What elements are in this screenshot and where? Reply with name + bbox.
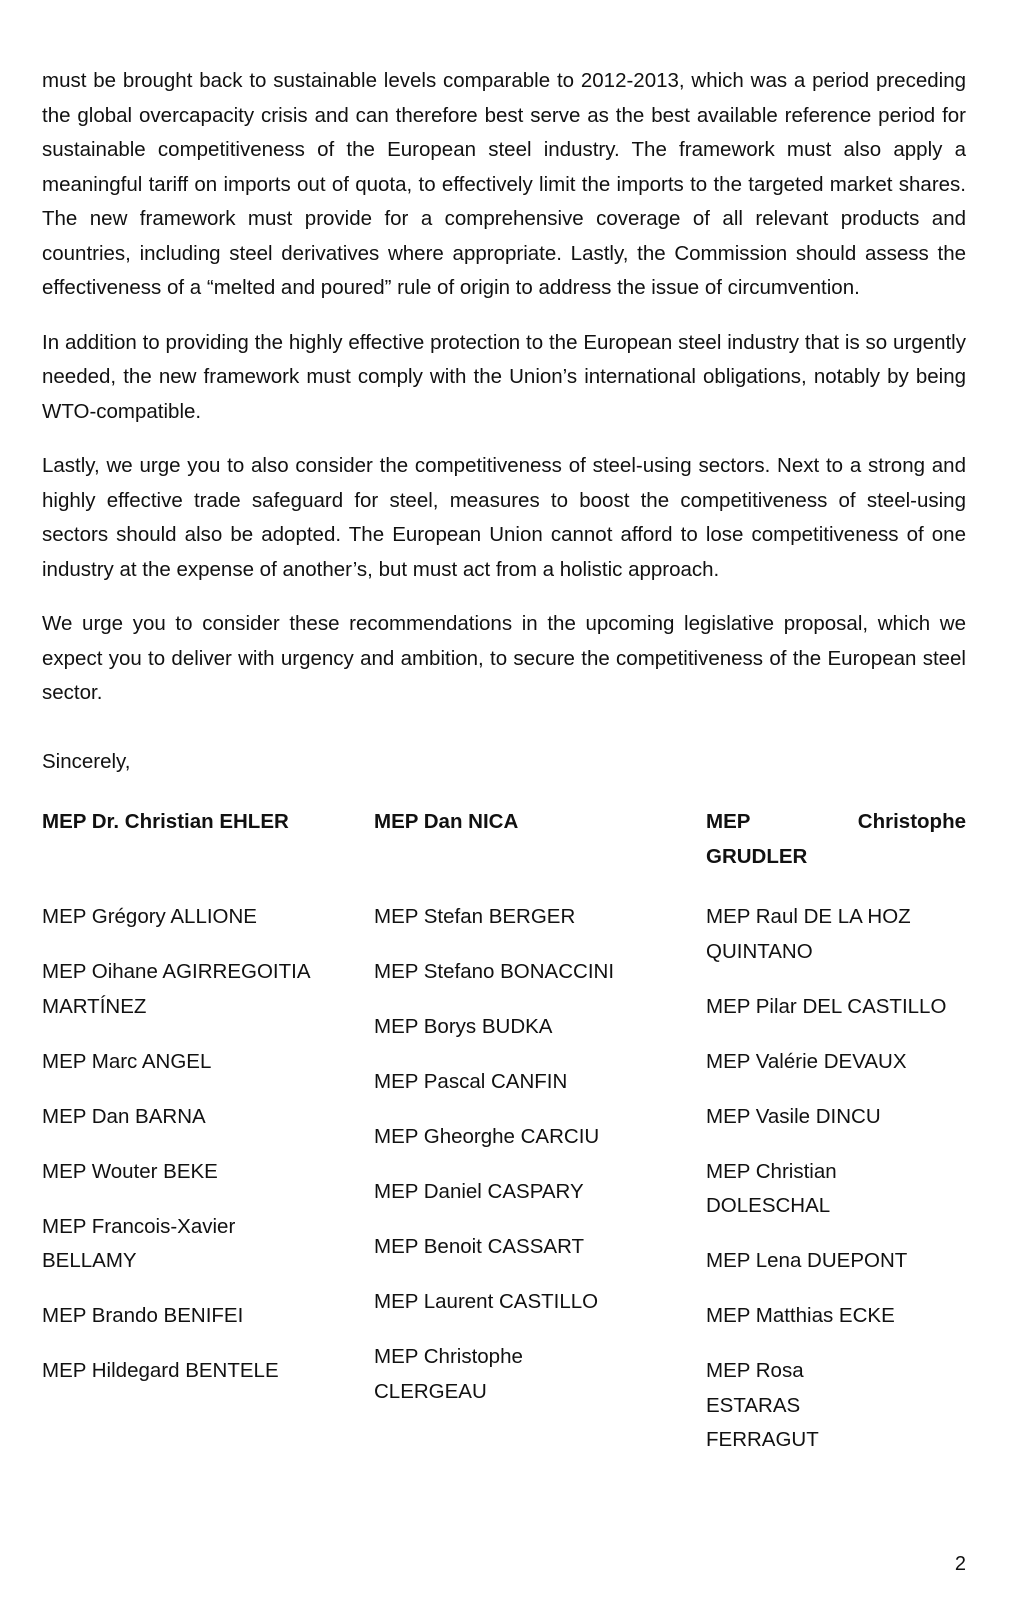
signatory: MEP Daniel CASPARY — [374, 1180, 584, 1203]
signatory: MEP Stefano BONACCINI — [374, 960, 615, 983]
signatory: MEP Francois-Xavier BELLAMY — [42, 1214, 236, 1272]
page-number: 2 — [954, 1553, 966, 1575]
signatory: MEP Gheorghe CARCIU — [374, 1125, 600, 1148]
signatory: MEP Borys BUDKA — [374, 1015, 553, 1038]
signatory: MEP Valérie DEVAUX — [706, 1049, 907, 1073]
lead-signatory-3-surname: GRUDLER — [706, 844, 808, 868]
lead-signatory-1: MEP Dr. Christian EHLER — [42, 810, 289, 833]
signatory: MEP Christophe CLERGEAU — [374, 1345, 523, 1403]
paragraph-4: We urge you to consider these recommendations in the upcoming legislative proposal, which we expect you to deliver with urgency and ambition, to secure the competitiveness of the European steel sector. — [42, 612, 966, 704]
signatory: MEP Stefan BERGER — [374, 905, 576, 928]
signatory: MEP Pascal CANFIN — [374, 1070, 568, 1093]
letter-page — [42, 64, 966, 1478]
signatory: MEP Vasile DINCU — [706, 1104, 881, 1128]
signatory: MEP Matthias ECKE — [706, 1304, 895, 1327]
signatory-column-3 — [706, 900, 966, 1478]
signatory: MEP Hildegard BENTELE — [42, 1359, 279, 1382]
signatory: MEP Brando BENIFEI — [42, 1304, 244, 1327]
signatory: MEP Oihane AGIRREGOITIA MARTÍNEZ — [42, 960, 310, 1018]
lead-signatory-2: MEP Dan NICA — [374, 810, 519, 833]
lead-signatory-3 — [706, 805, 966, 874]
closing-salutation: Sincerely, — [42, 749, 131, 773]
signatory: MEP Dan BARNA — [42, 1104, 206, 1128]
signatory-column-1 — [42, 900, 374, 1478]
signatory-column-2 — [374, 900, 706, 1478]
signatory: MEP Laurent CASTILLO — [374, 1290, 599, 1313]
signatory: MEP Raul DE LA HOZ QUINTANO — [706, 905, 911, 963]
signatory: MEP Pilar DEL CASTILLO — [706, 994, 947, 1018]
signatory: MEP Grégory ALLIONE — [42, 905, 257, 928]
paragraph-1: must be brought back to sustainable levels comparable to 2012-2013, which was a period preceding the global overcapacity crisis and can therefore best serve as the best available reference period for sustainable competitiveness of the European steel industry. The framework must also apply a meaningful tariff on imports out of quota, to effectively limit the imports to the targeted market shares. The new framework must provide for a comprehensive coverage of all relevant products and countries, including steel derivatives where appropriate. Lastly, the Commission should assess the effectiveness of a “melted and poured” rule of origin to address the issue of circumvention. — [42, 69, 966, 299]
signatory: MEP Benoit CASSART — [374, 1235, 585, 1258]
signatory: MEP Wouter BEKE — [42, 1159, 218, 1183]
paragraph-2: In addition to providing the highly effective protection to the European steel industry that is so urgently needed, the new framework must comply with the Union’s international obligations, notably by being WTO-compatible. — [42, 330, 966, 423]
paragraph-3: Lastly, we urge you to also consider the competitiveness of steel-using sectors. Next to a strong and highly effective trade safeguard for steel, measures to boost the competitiveness of steel-using sectors should also be adopted. The European Union cannot afford to lose competitiveness of one industry at the expense of another’s, but must act from a holistic approach. — [42, 454, 966, 581]
signatory: MEP Marc ANGEL — [42, 1049, 212, 1073]
signatory: MEP Lena DUEPONT — [706, 1249, 908, 1272]
signatory-columns — [42, 900, 966, 1478]
signatory: MEP Christian DOLESCHAL — [706, 1159, 837, 1217]
lead-signatories — [42, 805, 966, 874]
lead-signatory-3-prefix: MEP — [706, 810, 751, 833]
lead-signatory-3-firstname: Christophe — [857, 810, 966, 833]
signatory: MEP Rosa ESTARAS FERRAGUT — [706, 1359, 819, 1451]
